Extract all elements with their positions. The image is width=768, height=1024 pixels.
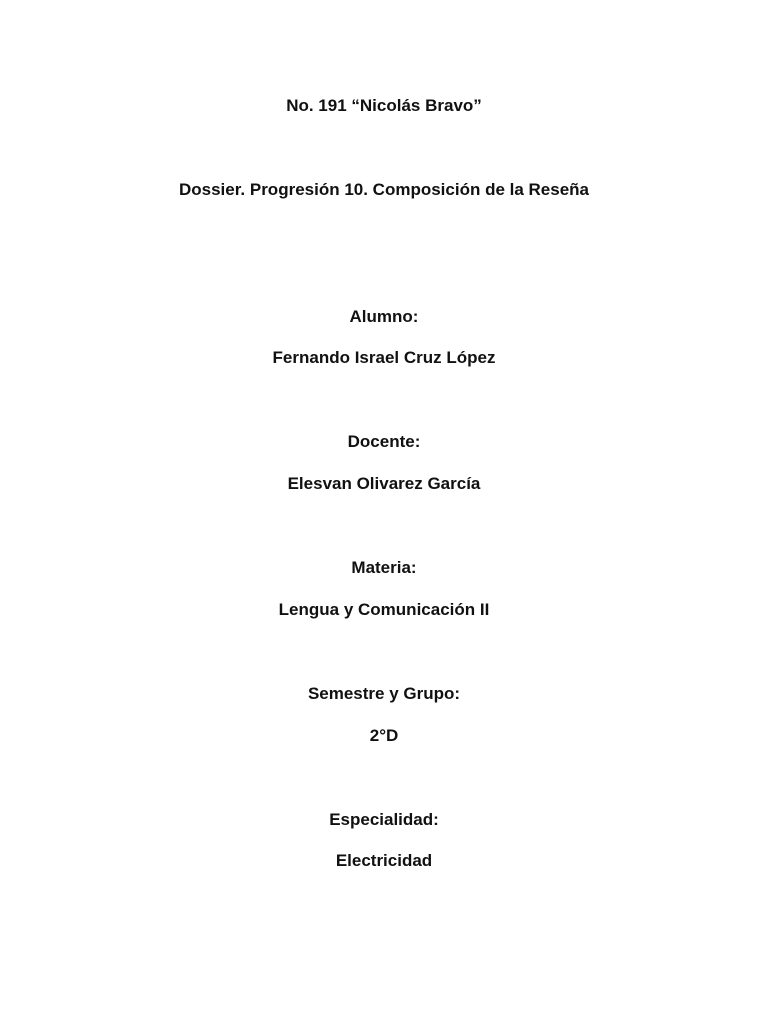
specialty-value: Electricidad [335, 851, 433, 870]
teacher-name: Elesvan Olivarez García [287, 474, 481, 493]
specialty-label: Especialidad: [329, 810, 439, 829]
document-title: Dossier. Progresión 10. Composición de la Reseña [178, 180, 590, 199]
student-label: Alumno: [349, 307, 419, 326]
subject-label: Materia: [351, 558, 417, 577]
student-name: Fernando Israel Cruz López [272, 348, 496, 367]
subject-name: Lengua y Comunicación II [278, 600, 490, 619]
teacher-label: Docente: [347, 432, 421, 451]
semester-group-value: 2°D [369, 726, 399, 745]
semester-group-label: Semestre y Grupo: [307, 684, 461, 703]
school-name: No. 191 “Nicolás Bravo” [286, 96, 482, 115]
